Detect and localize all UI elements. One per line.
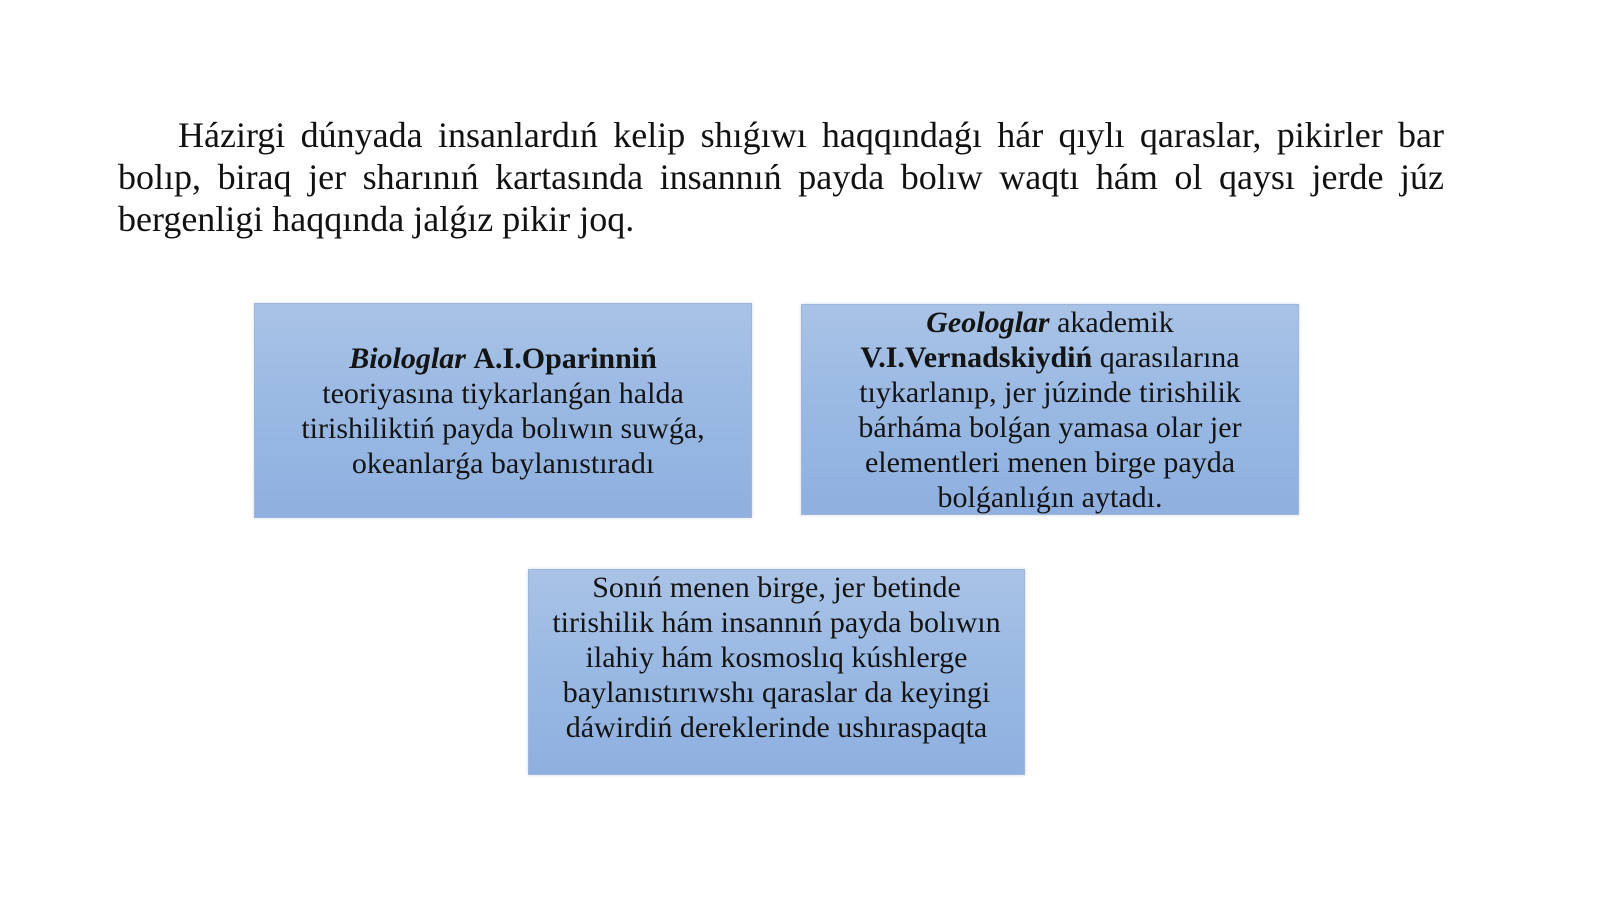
geologists-label: Geologlar: [926, 306, 1050, 339]
geologists-view-box: [801, 304, 1299, 515]
vernadsky-name: V.I.Vernadskiydiń: [860, 341, 1093, 374]
divine-cosmic-view-box: [528, 569, 1025, 775]
biologists-label: Biologlar: [349, 341, 466, 375]
geologists-description: qarasılarına tıykarlanıp, jer júzinde tirishilik bárháma bolǵan yamasa olar jer elementleri menen birge payda bolǵanlıǵın aytadı.: [858, 341, 1242, 514]
geologists-view-text: [822, 305, 1278, 515]
biologists-view-text: [275, 341, 731, 481]
biologists-description: teoriyasına tiykarlanǵan halda tirishiliktiń payda bolıwın suwǵa, okeanlarǵa baylanıstıradı: [301, 376, 705, 480]
oparin-name: A.I.Oparinniń: [473, 341, 657, 375]
academic-word: akademik: [1057, 306, 1174, 339]
intro-paragraph: Házirgi dúnyada insanlardıń kelip shıǵıwı haqqındaǵı hár qıylı qaraslar, pikirler bar bolıp, biraq jer sharınıń kartasında insannıń payda bolıw waqtı hám ol qaysı jerde júz bergenligi haqqında jalǵız pikir joq.: [118, 115, 1444, 239]
biologists-view-box: [254, 303, 752, 518]
divine-cosmic-view-text: Sonıń menen birge, jer betinde tirishilik hám insannıń payda bolıwın ilahiy hám kosmoslıq kúshlerge baylanıstırıwshı qaraslar da keyingi dáwirdiń dereklerinde ushıraspaqta: [552, 571, 1001, 744]
